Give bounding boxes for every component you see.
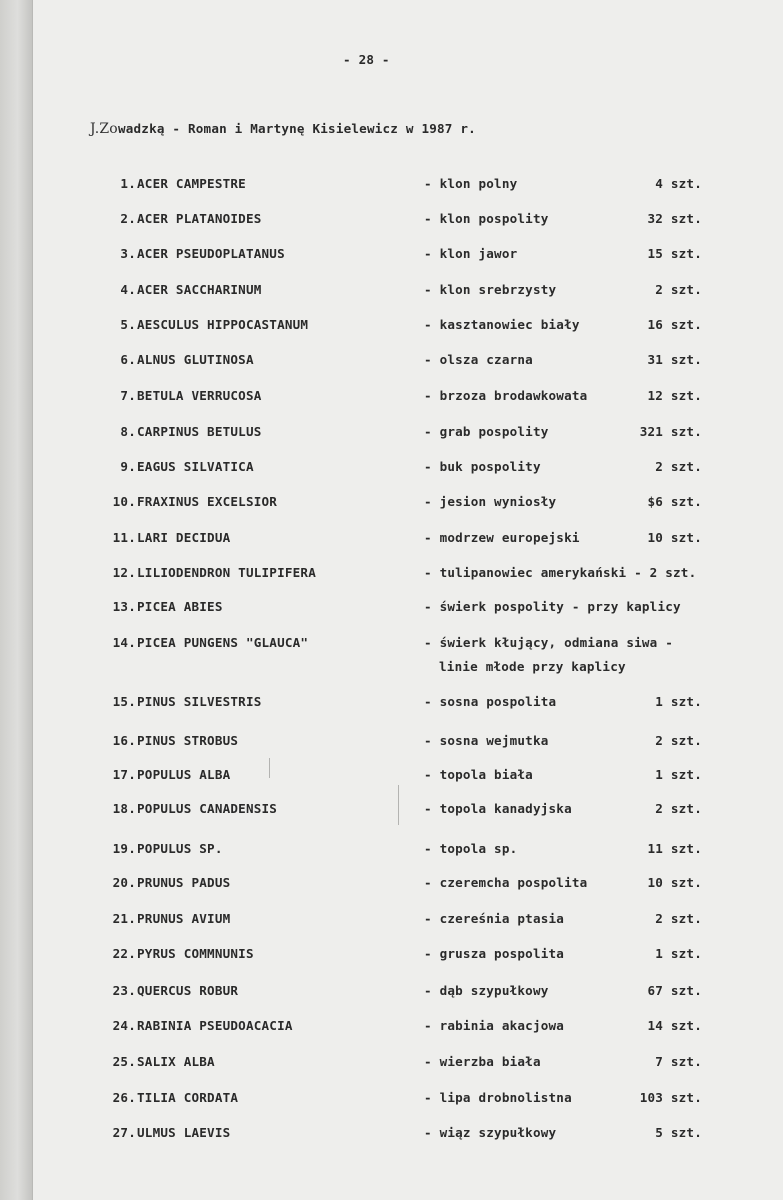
latin-name: QUERCUS ROBUR — [137, 983, 239, 998]
quantity: 1 szt. — [655, 946, 702, 961]
quantity: 31 szt. — [647, 352, 702, 367]
polish-name: - buk pospolity — [424, 459, 541, 474]
latin-name: TILIA CORDATA — [137, 1090, 239, 1105]
item-number: 27. — [112, 1125, 136, 1140]
polish-name: - brzoza brodawkowata — [424, 388, 588, 403]
quantity: $6 szt. — [647, 494, 702, 509]
list-item — [0, 801, 783, 835]
quantity: 16 szt. — [647, 317, 702, 332]
list-item — [0, 911, 783, 945]
list-item — [0, 494, 783, 528]
latin-name: LARI DECIDUA — [137, 530, 231, 545]
latin-name: FRAXINUS EXCELSIOR — [137, 494, 278, 509]
latin-name: AESCULUS HIPPOCASTANUM — [137, 317, 309, 332]
polish-name: - jesion wyniosły — [424, 494, 557, 509]
item-number: 9. — [120, 459, 136, 474]
item-number: 4. — [120, 282, 136, 297]
quantity: 14 szt. — [647, 1018, 702, 1033]
latin-name: POPULUS CANADENSIS — [137, 801, 278, 816]
item-number: 3. — [120, 246, 136, 261]
polish-name: - wierzba biała — [424, 1054, 541, 1069]
quantity: 2 szt. — [655, 459, 702, 474]
polish-name: - klon polny — [424, 176, 518, 191]
list-item — [0, 599, 783, 633]
item-number: 17. — [112, 767, 136, 782]
list-item — [0, 1090, 783, 1124]
latin-name: PINUS SILVESTRIS — [137, 694, 262, 709]
item-number: 20. — [112, 875, 136, 890]
latin-name: PICEA PUNGENS "GLAUCA" — [137, 635, 309, 650]
list-item — [0, 1018, 783, 1052]
latin-name: PRUNUS PADUS — [137, 875, 231, 890]
list-item — [0, 530, 783, 564]
list-item — [0, 317, 783, 351]
list-item — [0, 875, 783, 909]
item-number: 15. — [112, 694, 136, 709]
latin-name: CARPINUS BETULUS — [137, 424, 262, 439]
item-number: 13. — [112, 599, 136, 614]
polish-name: - kasztanowiec biały — [424, 317, 580, 332]
heading-text: wadzką - Roman i Martynę Kisielewicz w 1987 r. — [117, 121, 476, 136]
list-item — [0, 176, 783, 210]
latin-name: EAGUS SILVATICA — [137, 459, 254, 474]
polish-name: - świerk kłujący, odmiana siwa - — [424, 635, 674, 650]
quantity: 2 szt. — [655, 801, 702, 816]
list-item — [0, 459, 783, 493]
quantity: 7 szt. — [655, 1054, 702, 1069]
polish-name-continued: linie młode przy kaplicy — [439, 659, 626, 674]
list-item — [0, 733, 783, 767]
item-number: 22. — [112, 946, 136, 961]
list-item — [0, 352, 783, 386]
item-number: 16. — [112, 733, 136, 748]
polish-name: - grusza pospolita — [424, 946, 565, 961]
latin-name: SALIX ALBA — [137, 1054, 215, 1069]
list-item — [0, 565, 783, 599]
item-number: 8. — [120, 424, 136, 439]
latin-name: ACER PSEUDOPLATANUS — [137, 246, 285, 261]
item-number: 25. — [112, 1054, 136, 1069]
item-number: 1. — [120, 176, 136, 191]
quantity: 4 szt. — [655, 176, 702, 191]
item-number: 5. — [120, 317, 136, 332]
polish-name: - dąb szypułkowy — [424, 983, 549, 998]
polish-name: - świerk pospolity - przy kaplicy — [424, 599, 681, 614]
item-number: 23. — [112, 983, 136, 998]
item-number: 2. — [120, 211, 136, 226]
quantity: 67 szt. — [647, 983, 702, 998]
latin-name: PICEA ABIES — [137, 599, 223, 614]
polish-name: - tulipanowiec amerykański - 2 szt. — [424, 565, 697, 580]
polish-name: - wiąz szypułkowy — [424, 1125, 557, 1140]
quantity: 32 szt. — [647, 211, 702, 226]
quantity: 15 szt. — [647, 246, 702, 261]
quantity: 103 szt. — [639, 1090, 702, 1105]
latin-name: PYRUS COMMNUNIS — [137, 946, 254, 961]
quantity: 2 szt. — [655, 911, 702, 926]
polish-name: - czereśnia ptasia — [424, 911, 565, 926]
item-number: 12. — [112, 565, 136, 580]
list-item — [0, 388, 783, 422]
item-number: 14. — [112, 635, 136, 650]
quantity: 2 szt. — [655, 282, 702, 297]
item-number: 7. — [120, 388, 136, 403]
polish-name: - rabinia akacjowa — [424, 1018, 565, 1033]
polish-name: - topola sp. — [424, 841, 518, 856]
list-item — [0, 694, 783, 728]
item-number: 26. — [112, 1090, 136, 1105]
polish-name: - olsza czarna — [424, 352, 533, 367]
polish-name: - modrzew europejski — [424, 530, 580, 545]
quantity: 1 szt. — [655, 767, 702, 782]
list-item — [0, 1054, 783, 1088]
latin-name: PINUS STROBUS — [137, 733, 239, 748]
quantity: 12 szt. — [647, 388, 702, 403]
polish-name: - klon srebrzysty — [424, 282, 557, 297]
quantity: 2 szt. — [655, 733, 702, 748]
polish-name: - grab pospolity — [424, 424, 549, 439]
quantity: 321 szt. — [639, 424, 702, 439]
latin-name: BETULA VERRUCOSA — [137, 388, 262, 403]
latin-name: ACER SACCHARINUM — [137, 282, 262, 297]
latin-name: ALNUS GLUTINOSA — [137, 352, 254, 367]
item-number: 6. — [120, 352, 136, 367]
list-item — [0, 246, 783, 280]
latin-name: PRUNUS AVIUM — [137, 911, 231, 926]
list-item — [0, 211, 783, 245]
list-item — [0, 983, 783, 1017]
quantity: 5 szt. — [655, 1125, 702, 1140]
latin-name: POPULUS SP. — [137, 841, 223, 856]
list-item — [0, 1125, 783, 1159]
pencil-mark — [269, 758, 270, 778]
quantity: 10 szt. — [647, 530, 702, 545]
latin-name: LILIODENDRON TULIPIFERA — [137, 565, 316, 580]
latin-name: RABINIA PSEUDOACACIA — [137, 1018, 293, 1033]
list-item — [0, 282, 783, 316]
polish-name: - topola biała — [424, 767, 533, 782]
pencil-mark — [398, 785, 399, 825]
polish-name: - klon jawor — [424, 246, 518, 261]
latin-name: POPULUS ALBA — [137, 767, 231, 782]
polish-name: - topola kanadyjska — [424, 801, 572, 816]
list-item — [0, 635, 783, 674]
polish-name: - klon pospolity — [424, 211, 549, 226]
polish-name: - sosna pospolita — [424, 694, 557, 709]
polish-name: - lipa drobnolistna — [424, 1090, 572, 1105]
item-number: 21. — [112, 911, 136, 926]
page-heading — [90, 121, 476, 137]
quantity: 1 szt. — [655, 694, 702, 709]
latin-name: ULMUS LAEVIS — [137, 1125, 231, 1140]
handwritten-prefix: J.Zo — [90, 121, 118, 137]
page-number: - 28 - — [343, 52, 390, 67]
polish-name: - czeremcha pospolita — [424, 875, 588, 890]
latin-name: ACER CAMPESTRE — [137, 176, 246, 191]
list-item — [0, 424, 783, 458]
item-number: 24. — [112, 1018, 136, 1033]
quantity: 11 szt. — [647, 841, 702, 856]
item-number: 10. — [112, 494, 136, 509]
list-item — [0, 946, 783, 980]
list-item — [0, 841, 783, 875]
polish-name: - sosna wejmutka — [424, 733, 549, 748]
item-number: 19. — [112, 841, 136, 856]
quantity: 10 szt. — [647, 875, 702, 890]
latin-name: ACER PLATANOIDES — [137, 211, 262, 226]
list-item — [0, 767, 783, 801]
item-number: 18. — [112, 801, 136, 816]
item-number: 11. — [112, 530, 136, 545]
